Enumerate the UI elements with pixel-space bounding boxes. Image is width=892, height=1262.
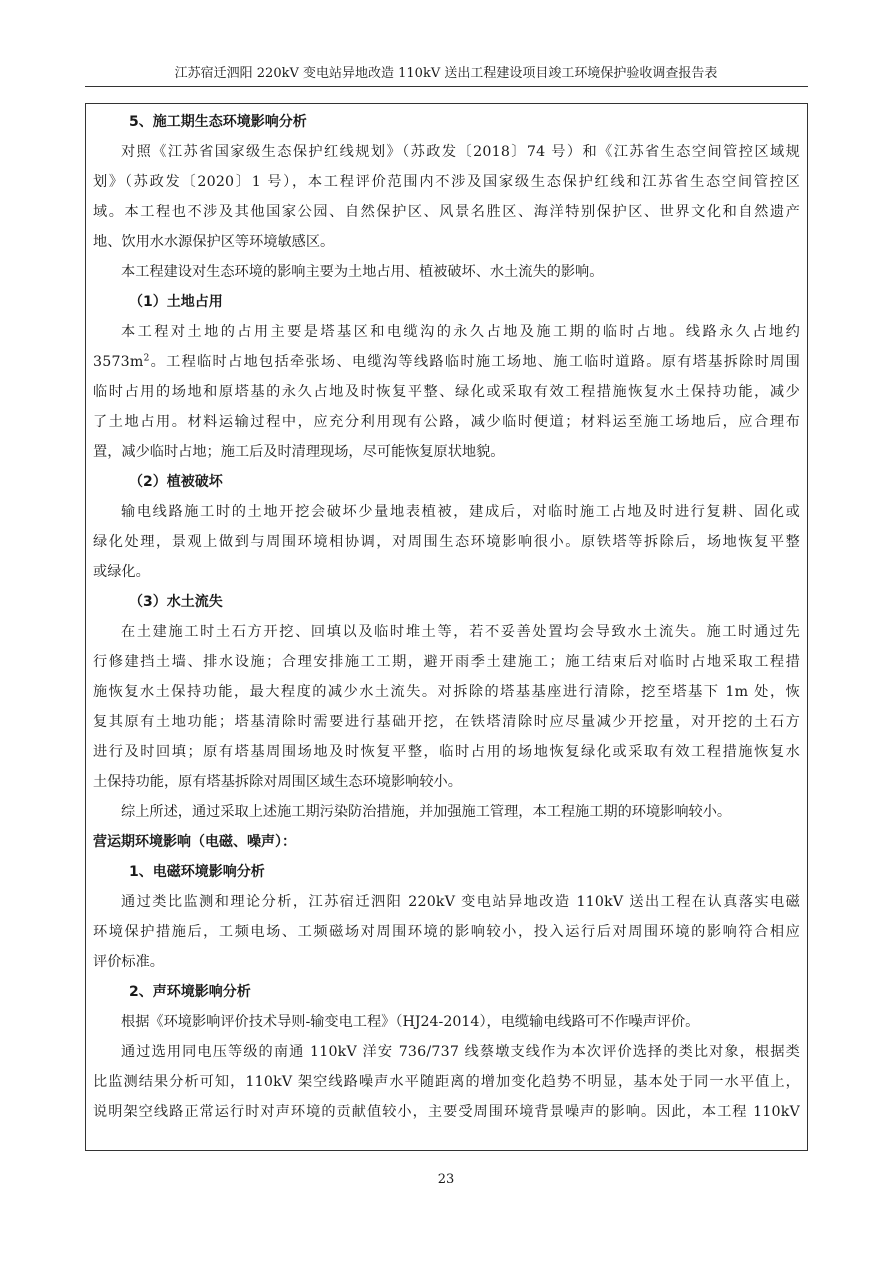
paragraph-line: 土保持功能，原有塔基拆除对周围区域生态环境影响较小。 xyxy=(93,774,462,790)
paragraph-line: 地、饮用水水源保护区等环境敏感区。 xyxy=(93,234,335,250)
section-heading-construction-eco: 5、施工期生态环境影响分析 xyxy=(129,114,307,130)
subheading-vegetation: （2）植被破坏 xyxy=(129,474,223,490)
paragraph-line: 置，减少临时占地；施工后及时清理现场，尽可能恢复原状地貌。 xyxy=(93,444,505,460)
subheading-land-use: （1）土地占用 xyxy=(129,294,223,310)
paragraph-line: 行修建挡土墙、排水设施；合理安排施工工期，避开雨季土建施工；施工结束后对临时占地采取工程措 xyxy=(93,654,800,670)
paragraph-line: 临时占用的场地和原塔基的永久占地及时恢复平整、绿化或采取有效工程措施恢复水土保持功能，减少 xyxy=(93,384,800,400)
paragraph-line-text: 工程临时占地包括牵张场、电缆沟等线路临时施工场地、施工临时道路。原有塔基拆除时周围 xyxy=(166,354,801,370)
subheading-electromagnetic: 1、电磁环境影响分析 xyxy=(129,864,265,880)
page-number: 23 xyxy=(437,1172,455,1187)
area-suffix: 。 xyxy=(149,354,167,370)
paragraph-line: 或绿化。 xyxy=(93,564,150,580)
header-divider xyxy=(85,86,808,87)
paragraph-line: 施恢复水土保持功能，最大程度的减少水土流失。对拆除的塔基基座进行清除，挖至塔基下 1m 处，恢 xyxy=(93,684,800,700)
paragraph-line: 根据《环境影响评价技术导则-输变电工程》（HJ24-2014），电缆输电线路可不作噪声评价。 xyxy=(121,1014,700,1030)
paragraph-line: 域。本工程也不涉及其他国家公园、自然保护区、风景名胜区、海洋特别保护区、世界文化和自然遗产 xyxy=(93,204,800,220)
paragraph-line: 在土建施工时土石方开挖、回填以及临时堆土等，若不妥善处置均会导致水土流失。施工时通过先 xyxy=(121,624,800,640)
paragraph-line: 进行及时回填；原有塔基周围场地及时恢复平整，临时占用的场地恢复绿化或采取有效工程措施恢复水 xyxy=(93,744,800,760)
area-unit-exponent: 2 xyxy=(143,353,150,364)
paragraph-line: 输电线路施工时的土地开挖会破坏少量地表植被，建成后，对临时施工占地及时进行复耕、固化或 xyxy=(121,504,800,520)
area-value: 3573m xyxy=(93,354,144,370)
paragraph-line: 了土地占用。材料运输过程中，应充分利用现有公路，减少临时便道；材料运至施工场地后，应合理布 xyxy=(93,414,800,430)
paragraph-line: 本工程建设对生态环境的影响主要为土地占用、植被破坏、水土流失的影响。 xyxy=(121,264,604,280)
paragraph-line: 本工程对土地的占用主要是塔基区和电缆沟的永久占地及施工期的临时占地。线路永久占地约 xyxy=(121,324,800,340)
paragraph-line: 评价标准。 xyxy=(93,954,164,970)
subheading-noise: 2、声环境影响分析 xyxy=(129,984,251,1000)
report-content xyxy=(93,107,800,1127)
paragraph-line-with-area xyxy=(93,347,800,377)
paragraph-line: 说明架空线路正常运行时对声环境的贡献值较小，主要受周围环境背景噪声的影响。因此，本工程 110kV xyxy=(93,1104,800,1120)
paragraph-line: 复其原有土地功能；塔基清除时需要进行基础开挖，在铁塔清除时应尽量减少开挖量，对开挖的土石方 xyxy=(93,714,800,730)
paragraph-line: 通过选用同电压等级的南通 110kV 洋安 736/737 线蔡墩支线作为本次评价选择的类比对象，根据类 xyxy=(121,1044,800,1060)
report-content-box xyxy=(85,103,808,1151)
document-header: 江苏宿迁泗阳 220kV 变电站异地改造 110kV 送出工程建设项目竣工环境保护验收调查报告表 xyxy=(174,66,718,81)
paragraph-line-summary: 综上所述，通过采取上述施工期污染防治措施，并加强施工管理，本工程施工期的环境影响较小。 xyxy=(121,804,732,820)
paragraph-line: 比监测结果分析可知，110kV 架空线路噪声水平随距离的增加变化趋势不明显，基本处于同一水平值上， xyxy=(93,1074,800,1090)
subheading-soil-erosion: （3）水土流失 xyxy=(129,594,223,610)
paragraph-line: 通过类比监测和理论分析，江苏宿迁泗阳 220kV 变电站异地改造 110kV 送出工程在认真落实电磁 xyxy=(121,894,800,910)
paragraph-line: 划》（苏政发〔2020〕1 号），本工程评价范围内不涉及国家级生态保护红线和江苏省生态空间管控区 xyxy=(93,174,800,190)
paragraph-line: 对照《江苏省国家级生态保护红线规划》（苏政发〔2018〕74 号）和《江苏省生态空间管控区域规 xyxy=(121,144,800,160)
paragraph-line: 绿化处理，景观上做到与周围环境相协调，对周围生态环境影响很小。原铁塔等拆除后，场地恢复平整 xyxy=(93,534,800,550)
section-heading-operation: 营运期环境影响（电磁、噪声）： xyxy=(93,834,296,850)
paragraph-line: 环境保护措施后，工频电场、工频磁场对周围环境的影响较小，投入运行后对周围环境的影响符合相应 xyxy=(93,924,800,940)
